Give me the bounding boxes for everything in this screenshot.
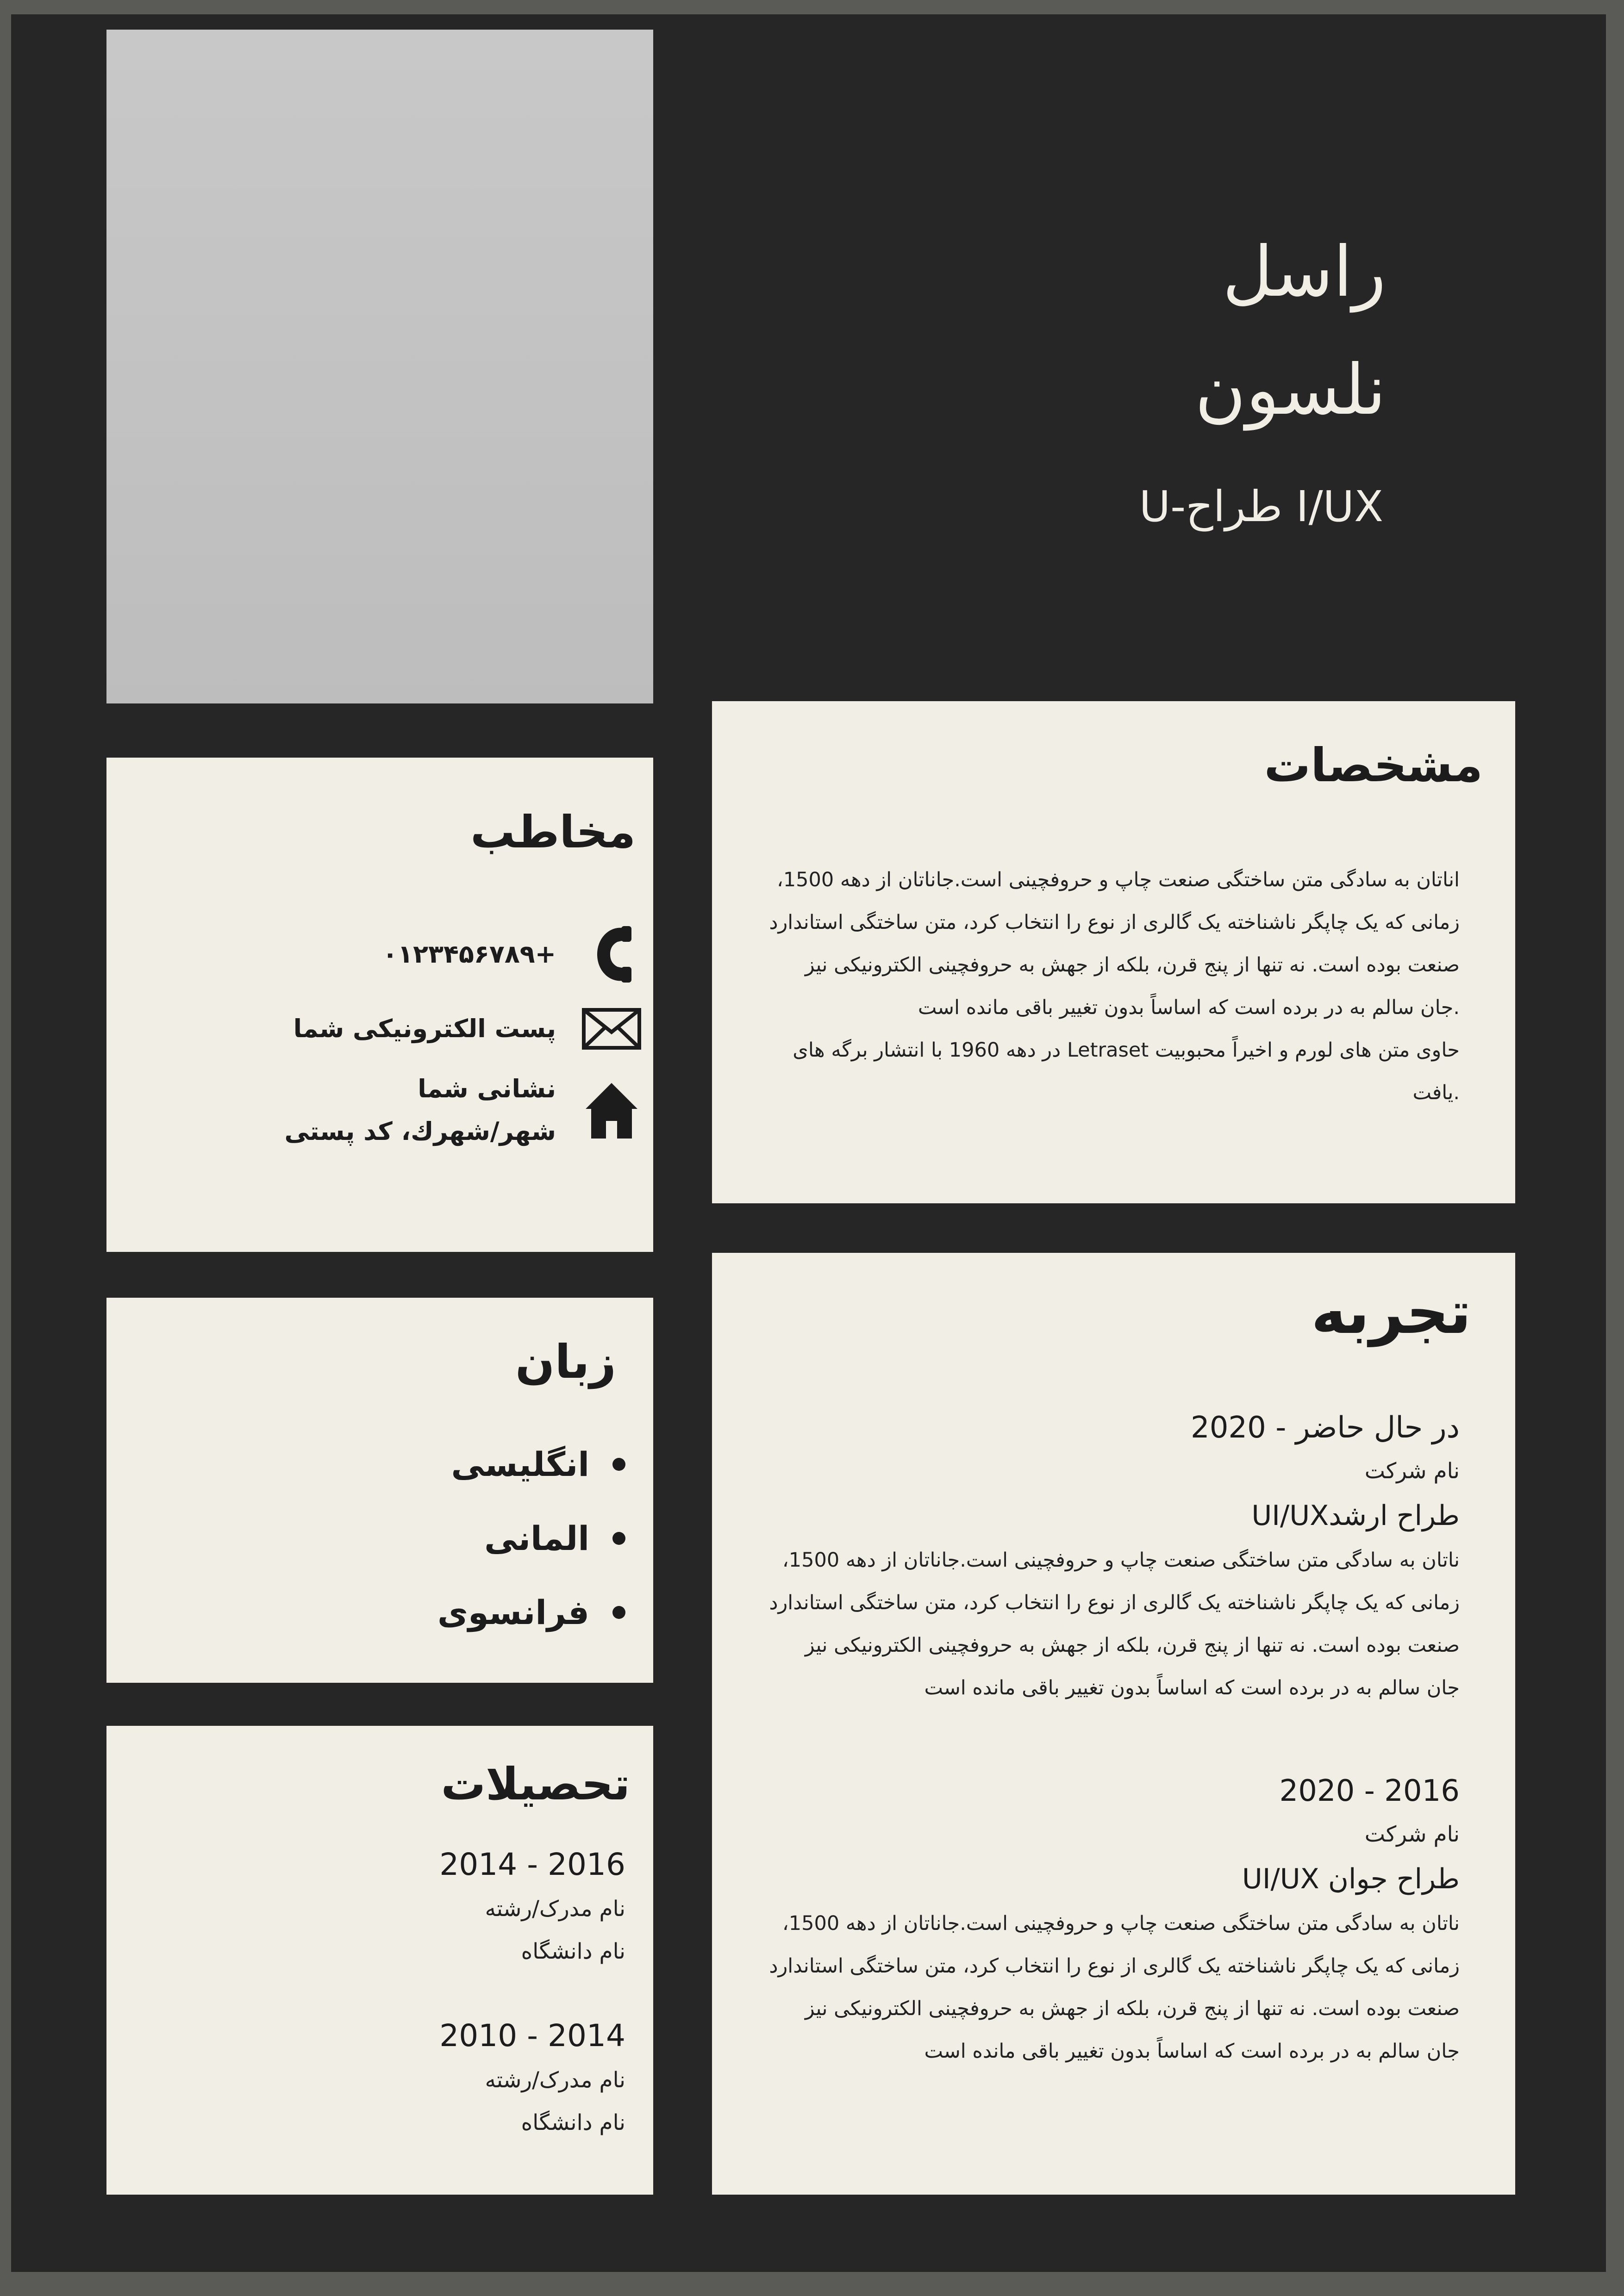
bullet-icon	[612, 1532, 625, 1545]
list-item	[437, 1575, 625, 1649]
experience-role: طراح جوان UI/UX	[1242, 1863, 1460, 1895]
experience-role: طراح ارشدUI/UX	[1251, 1500, 1460, 1532]
list-item	[437, 1427, 625, 1501]
education-university: نام دانشگاه	[521, 2110, 625, 2135]
language-label: انگلیسی	[451, 1445, 589, 1484]
experience-section	[712, 1253, 1515, 2195]
experience-line: جان سالم به در برده است که اساساً بدون تغییر باقی مانده است	[924, 2040, 1460, 2063]
language-label: المانی	[484, 1519, 589, 1558]
contact-email: پست الکترونیکی شما	[293, 1014, 556, 1043]
contact-email-row	[294, 1008, 644, 1050]
education-heading: تحصیلات	[441, 1758, 630, 1810]
contact-address-line1: نشانی شما	[418, 1074, 556, 1103]
experience-description	[747, 1539, 1460, 1709]
education-university: نام دانشگاه	[521, 1939, 625, 1964]
experience-years: 2016 - 2020	[1279, 1774, 1460, 1808]
education-entry	[439, 2013, 625, 2144]
languages-section	[106, 1298, 653, 1683]
profile-photo-placeholder	[106, 30, 653, 703]
profile-line: زمانی که یک چاپگر ناشناخته یک گالری از نوع را انتخاب کرد، متن ساختگی استاندارد	[769, 911, 1460, 934]
experience-line: ناتان به سادگی متن ساختگی صنعت چاپ و حروفچینی است.جاناتان از دهه 1500،	[782, 1549, 1460, 1572]
education-years: 2014 - 2016	[439, 1847, 625, 1882]
experience-line: صنعت بوده است. نه تنها از پنج قرن، بلکه از جهش به حروفچینی الکترونیکی نیز	[805, 1997, 1460, 2020]
experience-description	[747, 1902, 1460, 2072]
experience-entry	[747, 1406, 1460, 1709]
languages-heading: زبان	[515, 1335, 616, 1389]
education-entry	[439, 1842, 625, 1973]
contact-address-line2: شهر/شهرك، كد پستی	[284, 1117, 556, 1146]
contact-phone-row	[382, 924, 644, 984]
contact-address-row	[284, 1068, 644, 1153]
experience-entry	[747, 1769, 1460, 2072]
experience-company: نام شرکت	[1364, 1822, 1460, 1847]
home-icon	[579, 1080, 644, 1140]
phone-icon	[579, 924, 644, 984]
profile-line: حاوی متن های لورم و اخیراً محبوبیت Letraset در دهه 1960 با انتشار برگه های	[793, 1039, 1460, 1062]
bullet-icon	[612, 1606, 625, 1619]
language-label: فرانسوی	[437, 1593, 589, 1632]
contact-section	[106, 758, 653, 1252]
bullet-icon	[612, 1458, 625, 1471]
envelope-icon	[579, 1008, 644, 1050]
first-name: راسل	[1222, 232, 1386, 312]
contact-address	[284, 1068, 556, 1153]
resume-page	[11, 14, 1606, 2272]
experience-line: صنعت بوده است. نه تنها از پنج قرن، بلکه از جهش به حروفچینی الکترونیکی نیز	[805, 1634, 1460, 1657]
education-degree: نام مدرک/رشته	[485, 1896, 625, 1922]
experience-line: ناتان به سادگی متن ساختگی صنعت چاپ و حروفچینی است.جاناتان از دهه 1500،	[782, 1912, 1460, 1935]
experience-heading: تجربه	[1311, 1278, 1471, 1347]
contact-heading: مخاطب	[470, 806, 636, 858]
last-name: نلسون	[1195, 350, 1386, 430]
profile-line: .جان سالم به در برده است که اساساً بدون تغییر باقی مانده است	[918, 996, 1460, 1019]
education-years: 2010 - 2014	[439, 2018, 625, 2053]
education-section	[106, 1726, 653, 2195]
experience-line: زمانی که یک چاپگر ناشناخته یک گالری از نوع را انتخاب کرد، متن ساختگی استاندارد	[769, 1954, 1460, 1978]
profile-heading: مشخصات	[1264, 738, 1483, 792]
person-name	[1195, 213, 1386, 449]
profile-line: صنعت بوده است. نه تنها از پنج قرن، بلکه از جهش به حروفچینی الکترونیکی نیز	[805, 953, 1460, 977]
experience-line: جان سالم به در برده است که اساساً بدون تغییر باقی مانده است	[924, 1676, 1460, 1699]
education-degree: نام مدرک/رشته	[485, 2067, 625, 2093]
languages-list	[437, 1427, 625, 1649]
profile-line: اناتان به سادگی متن ساختگی صنعت چاپ و حروفچینی است.جاناتان از دهه 1500،	[776, 868, 1460, 891]
list-item	[437, 1501, 625, 1575]
profile-text	[751, 859, 1460, 1114]
experience-years: در حال حاضر - 2020	[1190, 1411, 1460, 1445]
profile-section	[712, 701, 1515, 1203]
profile-line: .یافت	[1412, 1081, 1460, 1104]
contact-phone: +۰۱۲۳۴۵۶۷۸۹	[382, 940, 556, 969]
experience-line: زمانی که یک چاپگر ناشناخته یک گالری از نوع را انتخاب کرد، متن ساختگی استاندارد	[769, 1591, 1460, 1614]
job-title: U-طراح I/UX	[1139, 482, 1383, 531]
experience-company: نام شرکت	[1364, 1458, 1460, 1484]
